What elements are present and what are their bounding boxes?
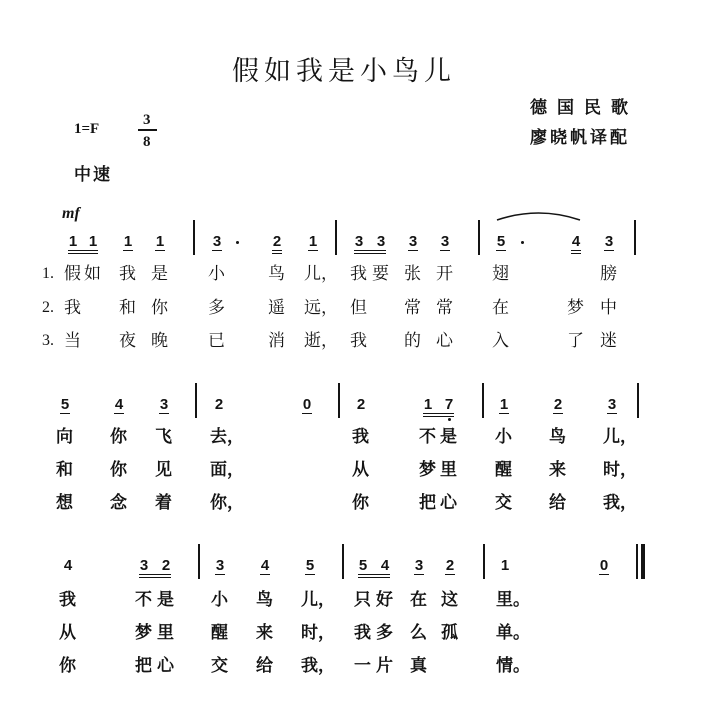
duration-underline (215, 574, 225, 575)
duration-underline (68, 250, 98, 251)
augmentation-dot (236, 241, 239, 244)
note: 2 (445, 557, 455, 574)
duration-underline (358, 574, 390, 575)
note: 4 (571, 233, 581, 250)
duration-underline (123, 250, 133, 251)
final-barline-thick (641, 544, 645, 579)
lyric-syllable: 给 (256, 656, 273, 676)
lyric-syllable: 当 (64, 331, 81, 351)
note: 3 (212, 233, 222, 250)
lyric-syllable: 是 (151, 264, 168, 284)
lyric-syllable: 常 (436, 298, 453, 318)
verse-number: 2. (42, 299, 54, 316)
barline (198, 544, 200, 579)
lyric-syllable: 张 (404, 264, 421, 284)
lyric-syllable: 如 (84, 264, 101, 284)
lyric-syllable: 时， (301, 623, 335, 643)
lyric-syllable: 来 (256, 623, 273, 643)
note: 4 (114, 396, 124, 413)
lyric-syllable: 要 (372, 264, 389, 284)
verse-number: 3. (42, 332, 54, 349)
lyric-syllable: 醒 (495, 460, 512, 480)
lyric-syllable: 你 (110, 427, 127, 447)
lyric-syllable: 里。 (496, 590, 530, 610)
verse-number: 1. (42, 265, 54, 282)
lyric-syllable: 梦 (567, 298, 584, 318)
duration-underline (139, 574, 171, 575)
duration-underline (445, 574, 455, 575)
lyric-syllable: 晚 (151, 331, 168, 351)
duration-underline (571, 250, 581, 251)
note: 7 (444, 396, 454, 413)
lyric-syllable: 鸟 (268, 264, 285, 284)
note: 0 (302, 396, 312, 413)
lyric-syllable: 翅 (492, 264, 509, 284)
lyric-syllable: 不 (419, 427, 436, 447)
lyric-syllable: 是 (157, 590, 174, 610)
lyric-syllable: 是 (440, 427, 457, 447)
lyric-syllable: 常 (404, 298, 421, 318)
lyric-syllable: 片 (376, 656, 393, 676)
lyric-syllable: 假 (64, 264, 81, 284)
lyric-syllable: 一 (354, 656, 371, 676)
time-signature-line (138, 129, 157, 131)
lyric-syllable: 交 (211, 656, 228, 676)
lyric-syllable: 不 (135, 590, 152, 610)
lyric-syllable: 么 (410, 623, 427, 643)
barline (335, 220, 337, 255)
lyric-syllable: 把 (135, 656, 152, 676)
lyric-syllable: 想 (56, 493, 73, 513)
lyric-syllable: 醒 (211, 623, 228, 643)
lyric-syllable: 情。 (496, 656, 530, 676)
duration-underline (159, 413, 169, 414)
duration-underline (604, 250, 614, 251)
lyric-syllable: 和 (56, 460, 73, 480)
dynamic-marking: mf (62, 205, 80, 222)
duration-underline (571, 253, 581, 254)
augmentation-dot (521, 241, 524, 244)
note: 5 (358, 557, 368, 574)
lyric-syllable: 遥 (268, 298, 285, 318)
lyric-syllable: 把 (419, 493, 436, 513)
note: 1 (500, 557, 510, 574)
lyric-syllable: 鸟 (549, 427, 566, 447)
barline (195, 383, 197, 418)
lyric-syllable: 念 (110, 493, 127, 513)
note: 3 (414, 557, 424, 574)
lyric-syllable: 来 (549, 460, 566, 480)
note: 3 (607, 396, 617, 413)
lyric-syllable: 从 (59, 623, 76, 643)
note: 2 (161, 557, 171, 574)
barline (483, 544, 485, 579)
lyric-syllable: 时， (603, 460, 637, 480)
lyric-syllable: 我 (59, 590, 76, 610)
lyric-syllable: 儿， (301, 590, 335, 610)
duration-underline (496, 250, 506, 251)
lyric-syllable: 去， (210, 427, 244, 447)
duration-underline (114, 413, 124, 414)
lyric-syllable: 夜 (119, 331, 136, 351)
lyric-syllable: 迷 (600, 331, 617, 351)
lyric-syllable: 你， (210, 493, 244, 513)
lyric-syllable: 里 (157, 623, 174, 643)
duration-underline (60, 413, 70, 414)
note: 1 (423, 396, 433, 413)
lyric-syllable: 我， (301, 656, 335, 676)
lyric-syllable: 我 (350, 264, 367, 284)
lyric-syllable: 我 (119, 264, 136, 284)
lyric-syllable: 鸟 (256, 590, 273, 610)
lyric-syllable: 远， (304, 298, 338, 318)
note: 2 (553, 396, 563, 413)
barline (478, 220, 480, 255)
duration-underline (305, 574, 315, 575)
lyric-syllable: 心 (440, 493, 457, 513)
song-title: 假如我是小鸟儿 (232, 56, 456, 87)
lyric-syllable: 多 (208, 298, 225, 318)
duration-underline (68, 253, 98, 254)
duration-underline (440, 250, 450, 251)
barline (338, 383, 340, 418)
lyric-syllable: 向 (56, 427, 73, 447)
note: 2 (214, 396, 224, 413)
lyric-syllable: 消 (268, 331, 285, 351)
lyric-syllable: 小 (208, 264, 225, 284)
lyric-syllable: 里 (440, 460, 457, 480)
note: 4 (260, 557, 270, 574)
translator-credit: 廖晓帆译配 (530, 128, 630, 148)
final-barline-thin (636, 544, 638, 579)
note: 1 (155, 233, 165, 250)
lyric-syllable: 在 (410, 590, 427, 610)
lyric-syllable: 梦 (419, 460, 436, 480)
lyric-syllable: 膀 (600, 264, 617, 284)
duration-underline (354, 250, 386, 251)
lyric-syllable: 了 (567, 331, 584, 351)
barline (193, 220, 195, 255)
lyric-syllable: 面， (210, 460, 244, 480)
note: 5 (496, 233, 506, 250)
tempo-marking: 中速 (74, 165, 112, 185)
lyric-syllable: 你 (151, 298, 168, 318)
duration-underline (308, 250, 318, 251)
note: 3 (215, 557, 225, 574)
duration-underline (272, 253, 282, 254)
lyric-syllable: 我 (350, 331, 367, 351)
lyric-syllable: 着 (155, 493, 172, 513)
lyric-syllable: 开 (436, 264, 453, 284)
lyric-syllable: 这 (441, 590, 458, 610)
lyric-syllable: 逝， (304, 331, 338, 351)
lyric-syllable: 心 (157, 656, 174, 676)
lyric-syllable: 从 (352, 460, 369, 480)
lyric-syllable: 真 (410, 656, 427, 676)
note: 1 (123, 233, 133, 250)
time-signature-numerator: 3 (143, 112, 151, 128)
note: 3 (604, 233, 614, 250)
barline (482, 383, 484, 418)
duration-underline (499, 413, 509, 414)
lyric-syllable: 的 (404, 331, 421, 351)
note: 1 (499, 396, 509, 413)
note: 0 (599, 557, 609, 574)
lyric-syllable: 但 (350, 298, 367, 318)
slur (497, 213, 580, 220)
duration-underline (212, 250, 222, 251)
barline (637, 383, 639, 418)
note: 1 (68, 233, 78, 250)
lyric-syllable: 孤 (441, 623, 458, 643)
note: 1 (308, 233, 318, 250)
note: 2 (272, 233, 282, 250)
lyric-syllable: 小 (211, 590, 228, 610)
duration-underline (414, 574, 424, 575)
duration-underline (423, 413, 454, 414)
lyric-syllable: 你 (352, 493, 369, 513)
lyric-syllable: 入 (492, 331, 509, 351)
barline (634, 220, 636, 255)
note: 3 (408, 233, 418, 250)
lyric-syllable: 单。 (496, 623, 530, 643)
lyric-syllable: 小 (495, 427, 512, 447)
lyric-syllable: 儿， (304, 264, 338, 284)
lyric-syllable: 心 (436, 331, 453, 351)
lyric-syllable: 我， (603, 493, 637, 513)
duration-underline (354, 253, 386, 254)
lyric-syllable: 在 (492, 298, 509, 318)
lyric-syllable: 只 (354, 590, 371, 610)
lyric-syllable: 已 (208, 331, 225, 351)
note: 3 (376, 233, 386, 250)
note: 4 (63, 557, 73, 574)
duration-underline (599, 574, 609, 575)
duration-underline (423, 416, 454, 417)
duration-underline (553, 413, 563, 414)
duration-underline (272, 250, 282, 251)
duration-underline (408, 250, 418, 251)
note: 3 (354, 233, 364, 250)
duration-underline (139, 577, 171, 578)
lyric-syllable: 给 (549, 493, 566, 513)
lyric-syllable: 你 (110, 460, 127, 480)
note: 3 (159, 396, 169, 413)
note: 2 (356, 396, 366, 413)
note: 3 (139, 557, 149, 574)
lyric-syllable: 你 (59, 656, 76, 676)
lyric-syllable: 儿， (603, 427, 637, 447)
low-octave-dot (448, 418, 451, 421)
lyric-syllable: 我 (354, 623, 371, 643)
duration-underline (358, 577, 390, 578)
note: 5 (305, 557, 315, 574)
song-origin: 德国民歌 (530, 98, 638, 118)
duration-underline (155, 250, 165, 251)
lyric-syllable: 好 (376, 590, 393, 610)
duration-underline (607, 413, 617, 414)
barline (342, 544, 344, 579)
note: 3 (440, 233, 450, 250)
lyric-syllable: 交 (495, 493, 512, 513)
duration-underline (302, 413, 312, 414)
lyric-syllable: 我 (352, 427, 369, 447)
lyric-syllable: 见 (155, 460, 172, 480)
lyric-syllable: 飞 (155, 427, 172, 447)
lyric-syllable: 我 (64, 298, 81, 318)
key-signature: 1=F (74, 121, 100, 137)
time-signature-denominator: 8 (143, 134, 151, 150)
note: 4 (380, 557, 390, 574)
lyric-syllable: 中 (600, 298, 617, 318)
lyric-syllable: 多 (376, 623, 393, 643)
note: 1 (88, 233, 98, 250)
note: 5 (60, 396, 70, 413)
lyric-syllable: 和 (119, 298, 136, 318)
duration-underline (260, 574, 270, 575)
lyric-syllable: 梦 (135, 623, 152, 643)
